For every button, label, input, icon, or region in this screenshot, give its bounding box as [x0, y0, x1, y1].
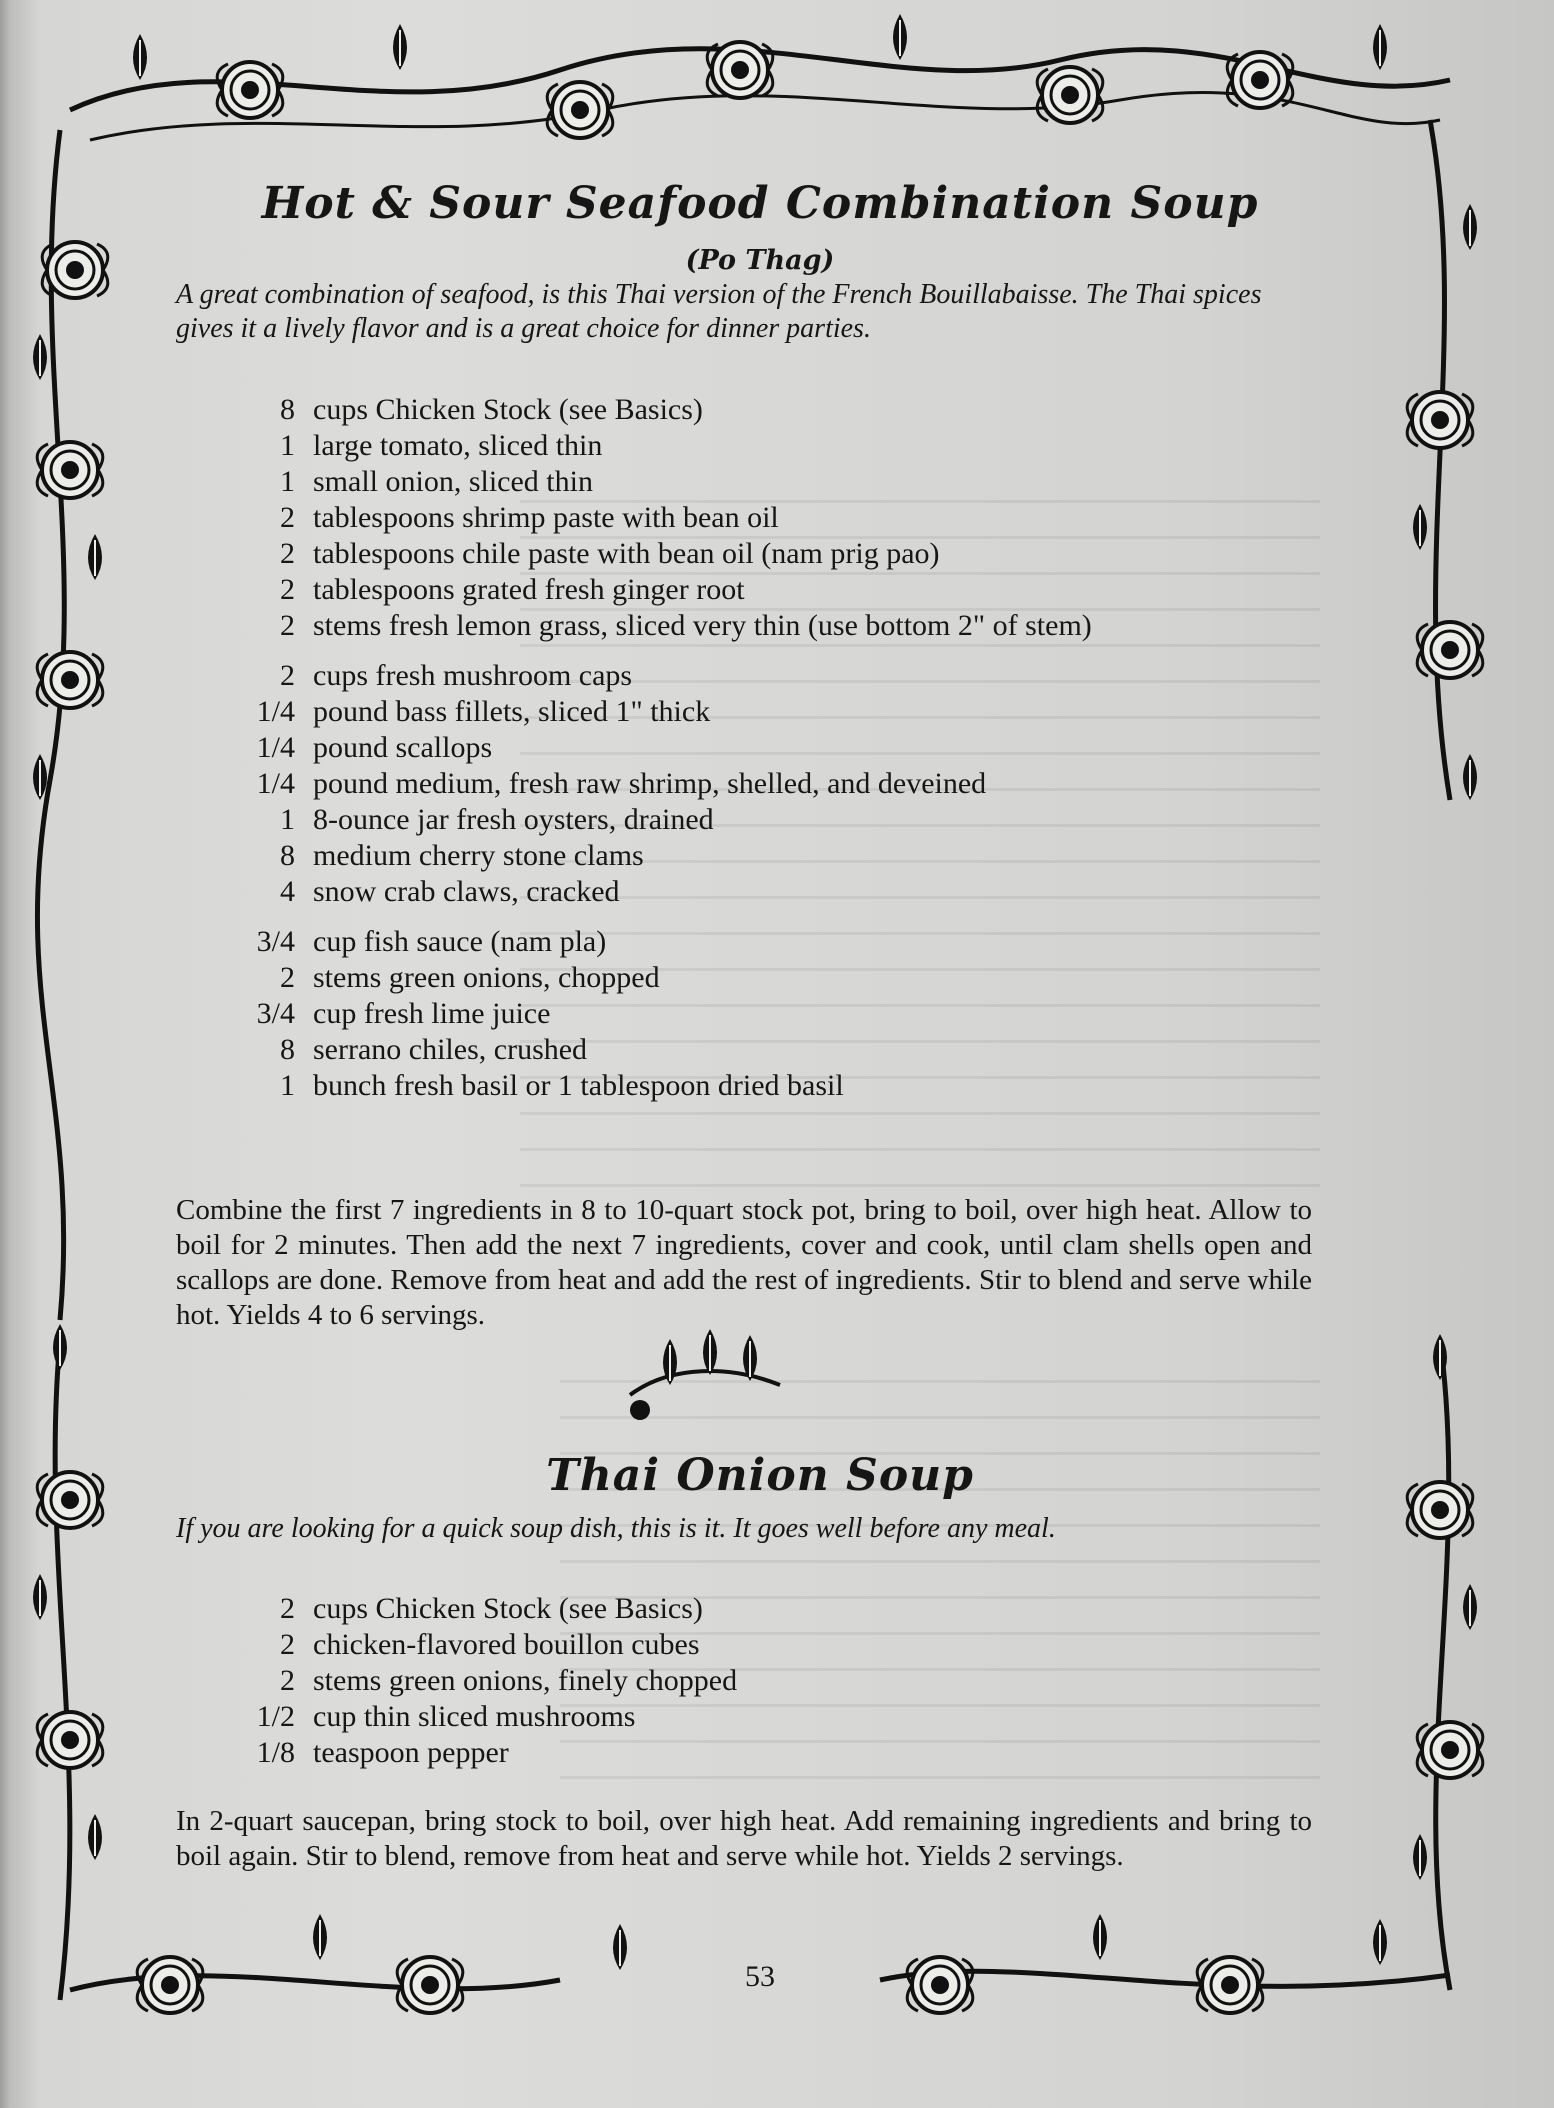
page-number: 53 — [745, 1960, 775, 1993]
ingredient-row: 8 serrano chiles, crushed — [280, 1033, 588, 1066]
leaf-ornament — [630, 1329, 780, 1420]
ingredient-row: 2 chicken-flavored bouillon cubes — [280, 1628, 700, 1661]
ingredient-list — [195, 392, 1345, 1104]
recipe-intro: If you are looking for a quick soup dish, this is it. It goes well before any meal. — [176, 1513, 1056, 1544]
recipe-title: Thai Onion Soup — [546, 1450, 974, 1501]
ingredient-row: 1/4 pound scallops — [256, 731, 493, 764]
ingredient-row: 1 bunch fresh basil or 1 tablespoon dried basil — [280, 1069, 844, 1102]
ingredient-row: 4 snow crab claws, cracked — [280, 875, 620, 908]
ingredient-row: 8 cups Chicken Stock (see Basics) — [280, 393, 703, 426]
ingredient-row: 2 cups Chicken Stock (see Basics) — [280, 1592, 703, 1625]
ingredient-row: 1/4 pound bass fillets, sliced 1" thick — [256, 695, 711, 728]
ingredient-row: 3/4 cup fish sauce (nam pla) — [256, 925, 607, 958]
ingredient-row: 1 8-ounce jar fresh oysters, drained — [280, 803, 714, 836]
ingredient-row: 2 cups fresh mushroom caps — [280, 659, 633, 692]
ingredient-row: 2 tablespoons grated fresh ginger root — [280, 573, 745, 606]
ingredient-row: 2 tablespoons shrimp paste with bean oil — [280, 501, 779, 534]
recipe-method: Combine the first 7 ingredients in 8 to 10-quart stock pot, bring to boil, over high heat. Allow to boil for 2 minutes. Then add the next 7 ingredients, cover and cook, until clam shells open and scallops are done. Remove from heat and add the rest of ingredients. Stir to blend and serve while hot. Yields 4 to 6 servings. — [176, 1194, 1312, 1331]
ingredient-row: 1/8 teaspoon pepper — [256, 1736, 509, 1769]
ingredient-row: 2 stems green onions, finely chopped — [280, 1664, 738, 1697]
ingredient-row: 1 large tomato, sliced thin — [280, 429, 603, 462]
ingredient-row: 1 small onion, sliced thin — [280, 465, 593, 498]
recipe-intro: A great combination of seafood, is this Thai version of the French Bouillabaisse. The Thai spices gives it a lively flavor and is a great choice for dinner parties. — [176, 279, 1262, 344]
recipe-method: In 2-quart saucepan, bring stock to boil, over high heat. Add remaining ingredients and bring to boil again. Stir to blend, remove from heat and serve while hot. Yields 2 servings. — [176, 1805, 1312, 1872]
ingredient-row: 1/4 pound medium, fresh raw shrimp, shelled, and deveined — [256, 767, 987, 800]
ingredient-row: 8 medium cherry stone clams — [280, 839, 644, 872]
ingredient-row: 3/4 cup fresh lime juice — [256, 997, 551, 1030]
recipe-subtitle: (Po Thag) — [685, 245, 835, 276]
ingredient-row: 2 stems fresh lemon grass, sliced very thin (use bottom 2" of stem) — [280, 609, 1092, 642]
ingredient-row: 1/2 cup thin sliced mushrooms — [256, 1700, 636, 1733]
ingredient-list — [195, 1591, 1345, 1771]
ingredient-row: 2 tablespoons chile paste with bean oil (nam prig pao) — [280, 537, 940, 570]
ingredient-row: 2 stems green onions, chopped — [280, 961, 660, 994]
recipe-title: Hot & Sour Seafood Combination Soup — [261, 178, 1259, 229]
